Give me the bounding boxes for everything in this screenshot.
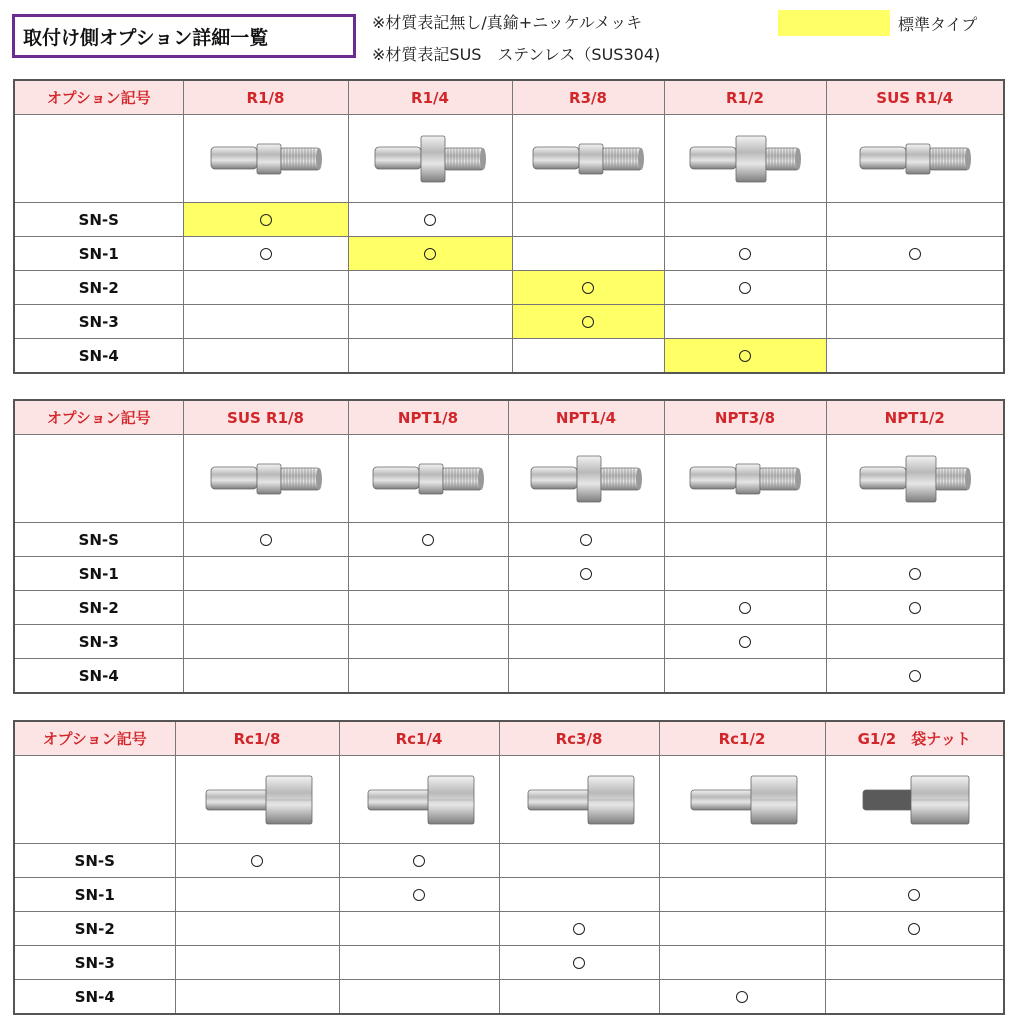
available-mark-icon (260, 534, 272, 546)
product-image-cell (499, 756, 659, 844)
page-title: 取付け側オプション詳細一覧 (12, 14, 356, 58)
product-image-cell (508, 435, 664, 523)
availability-cell (183, 659, 348, 694)
available-mark-icon (580, 568, 592, 580)
option-code: SN-3 (14, 625, 183, 659)
availability-cell (659, 878, 825, 912)
column-header: R1/4 (348, 80, 512, 115)
availability-cell (348, 591, 508, 625)
available-mark-icon (251, 855, 263, 867)
option-code: SN-1 (14, 237, 183, 271)
option-code: SN-2 (14, 591, 183, 625)
table-row (14, 523, 1004, 557)
availability-cell (339, 946, 499, 980)
column-header: NPT1/4 (508, 400, 664, 435)
available-mark-icon (424, 248, 436, 260)
empty-cell (14, 435, 183, 523)
availability-cell (175, 912, 339, 946)
standard-cell (348, 237, 512, 271)
column-header: R1/2 (664, 80, 826, 115)
availability-cell (175, 980, 339, 1015)
table-row (14, 659, 1004, 694)
option-code: SN-2 (14, 271, 183, 305)
availability-cell (183, 557, 348, 591)
option-code: SN-4 (14, 980, 175, 1015)
standard-cell (183, 203, 348, 237)
column-header: NPT3/8 (664, 400, 826, 435)
table-row (14, 591, 1004, 625)
material-note-sus: ※材質表記SUS ステンレス（SUS304) (372, 45, 661, 64)
availability-cell (183, 625, 348, 659)
available-mark-icon (908, 923, 920, 935)
fitting-r18-icon (201, 127, 331, 191)
column-header: SUS R1/4 (826, 80, 1004, 115)
table-row (14, 878, 1004, 912)
availability-cell (512, 339, 664, 374)
fitting-r38-icon (523, 127, 653, 191)
available-mark-icon (736, 991, 748, 1003)
available-mark-icon (413, 889, 425, 901)
availability-cell (499, 946, 659, 980)
table-row (14, 946, 1004, 980)
availability-cell (508, 557, 664, 591)
availability-cell (183, 305, 348, 339)
table-row (14, 305, 1004, 339)
option-code: SN-S (14, 203, 183, 237)
availability-cell (825, 844, 1004, 878)
available-mark-icon (909, 568, 921, 580)
table-row (14, 980, 1004, 1015)
column-header: R3/8 (512, 80, 664, 115)
option-code: SN-1 (14, 557, 183, 591)
product-image-cell (659, 756, 825, 844)
availability-cell (664, 557, 826, 591)
table-row (14, 844, 1004, 878)
column-header: NPT1/8 (348, 400, 508, 435)
column-header: Rc1/2 (659, 721, 825, 756)
standard-legend-swatch (778, 10, 890, 36)
availability-cell (826, 523, 1004, 557)
option-table-r-thread (13, 79, 1005, 374)
table-row (14, 237, 1004, 271)
availability-cell (499, 980, 659, 1015)
availability-cell (825, 878, 1004, 912)
fitting-npt12-icon (850, 447, 980, 511)
availability-cell (499, 912, 659, 946)
available-mark-icon (422, 534, 434, 546)
availability-cell (825, 980, 1004, 1015)
option-code: SN-4 (14, 659, 183, 694)
corner-label: オプション記号 (14, 80, 183, 115)
availability-cell (664, 591, 826, 625)
option-table-npt-thread (13, 399, 1005, 694)
corner-label: オプション記号 (14, 400, 183, 435)
product-image-cell (175, 756, 339, 844)
available-mark-icon (909, 670, 921, 682)
availability-cell (348, 557, 508, 591)
product-image-cell (183, 115, 348, 203)
availability-cell (826, 659, 1004, 694)
option-code: SN-2 (14, 912, 175, 946)
product-image-row (14, 115, 1004, 203)
available-mark-icon (739, 282, 751, 294)
availability-cell (175, 844, 339, 878)
table-row (14, 557, 1004, 591)
availability-cell (659, 844, 825, 878)
available-mark-icon (424, 214, 436, 226)
availability-cell (348, 339, 512, 374)
table-row (14, 912, 1004, 946)
available-mark-icon (573, 957, 585, 969)
available-mark-icon (908, 889, 920, 901)
availability-cell (508, 591, 664, 625)
availability-cell (664, 659, 826, 694)
option-code: SN-3 (14, 305, 183, 339)
available-mark-icon (413, 855, 425, 867)
available-mark-icon (739, 602, 751, 614)
column-header: Rc3/8 (499, 721, 659, 756)
table-row (14, 625, 1004, 659)
available-mark-icon (260, 248, 272, 260)
fitting-rc38-icon (514, 768, 644, 832)
availability-cell (183, 237, 348, 271)
product-image-cell (339, 756, 499, 844)
table-row (14, 271, 1004, 305)
availability-cell (664, 625, 826, 659)
available-mark-icon (582, 316, 594, 328)
availability-cell (659, 946, 825, 980)
option-code: SN-S (14, 844, 175, 878)
column-header: R1/8 (183, 80, 348, 115)
available-mark-icon (739, 248, 751, 260)
available-mark-icon (580, 534, 592, 546)
product-image-cell (826, 435, 1004, 523)
availability-cell (499, 844, 659, 878)
availability-cell (508, 659, 664, 694)
table-row (14, 203, 1004, 237)
availability-cell (664, 271, 826, 305)
product-image-cell (664, 435, 826, 523)
standard-cell (512, 305, 664, 339)
availability-cell (175, 878, 339, 912)
availability-cell (339, 980, 499, 1015)
option-code: SN-3 (14, 946, 175, 980)
availability-cell (348, 203, 512, 237)
product-image-cell (348, 435, 508, 523)
availability-cell (664, 305, 826, 339)
availability-cell (826, 203, 1004, 237)
fitting-sus-r18-icon (201, 447, 331, 511)
product-image-cell (512, 115, 664, 203)
availability-cell (183, 339, 348, 374)
availability-cell (339, 878, 499, 912)
product-image-row (14, 435, 1004, 523)
column-header: G1/2 袋ナット (825, 721, 1004, 756)
table-row (14, 339, 1004, 374)
product-image-cell (825, 756, 1004, 844)
availability-cell (826, 591, 1004, 625)
availability-cell (499, 878, 659, 912)
availability-cell (826, 271, 1004, 305)
standard-cell (512, 271, 664, 305)
standard-cell (664, 339, 826, 374)
availability-cell (348, 305, 512, 339)
fitting-npt18-icon (363, 447, 493, 511)
availability-cell (659, 912, 825, 946)
empty-cell (14, 115, 183, 203)
product-image-row (14, 756, 1004, 844)
option-table-rc-thread (13, 720, 1005, 1015)
option-code: SN-1 (14, 878, 175, 912)
product-image-cell (348, 115, 512, 203)
availability-cell (825, 912, 1004, 946)
available-mark-icon (909, 248, 921, 260)
available-mark-icon (739, 636, 751, 648)
availability-cell (348, 659, 508, 694)
product-image-cell (183, 435, 348, 523)
standard-legend-label: 標準タイプ (898, 15, 978, 34)
option-code: SN-4 (14, 339, 183, 374)
availability-cell (183, 523, 348, 557)
product-image-cell (664, 115, 826, 203)
fitting-r12-icon (680, 127, 810, 191)
availability-cell (825, 946, 1004, 980)
product-image-cell (826, 115, 1004, 203)
availability-cell (512, 237, 664, 271)
material-note-brass: ※材質表記無し/真鍮+ニッケルメッキ (372, 13, 643, 32)
column-header: Rc1/4 (339, 721, 499, 756)
availability-cell (339, 912, 499, 946)
availability-cell (826, 557, 1004, 591)
availability-cell (826, 237, 1004, 271)
fitting-r14-icon (365, 127, 495, 191)
availability-cell (664, 237, 826, 271)
availability-cell (659, 980, 825, 1015)
fitting-rc18-icon (192, 768, 322, 832)
availability-cell (826, 625, 1004, 659)
availability-cell (183, 271, 348, 305)
availability-cell (175, 946, 339, 980)
column-header: NPT1/2 (826, 400, 1004, 435)
corner-label: オプション記号 (14, 721, 175, 756)
available-mark-icon (260, 214, 272, 226)
availability-cell (348, 523, 508, 557)
fitting-rc12-icon (677, 768, 807, 832)
empty-cell (14, 756, 175, 844)
availability-cell (512, 203, 664, 237)
availability-cell (664, 203, 826, 237)
option-code: SN-S (14, 523, 183, 557)
availability-cell (664, 523, 826, 557)
available-mark-icon (573, 923, 585, 935)
column-header: Rc1/8 (175, 721, 339, 756)
fitting-npt38-icon (680, 447, 810, 511)
available-mark-icon (582, 282, 594, 294)
available-mark-icon (739, 350, 751, 362)
availability-cell (826, 339, 1004, 374)
available-mark-icon (909, 602, 921, 614)
column-header: SUS R1/8 (183, 400, 348, 435)
availability-cell (508, 625, 664, 659)
fitting-sus-r14-icon (850, 127, 980, 191)
fitting-npt14-icon (521, 447, 651, 511)
fitting-rc14-icon (354, 768, 484, 832)
availability-cell (348, 625, 508, 659)
availability-cell (348, 271, 512, 305)
availability-cell (508, 523, 664, 557)
availability-cell (339, 844, 499, 878)
availability-cell (183, 591, 348, 625)
availability-cell (826, 305, 1004, 339)
fitting-g12-nut-icon (849, 768, 979, 832)
